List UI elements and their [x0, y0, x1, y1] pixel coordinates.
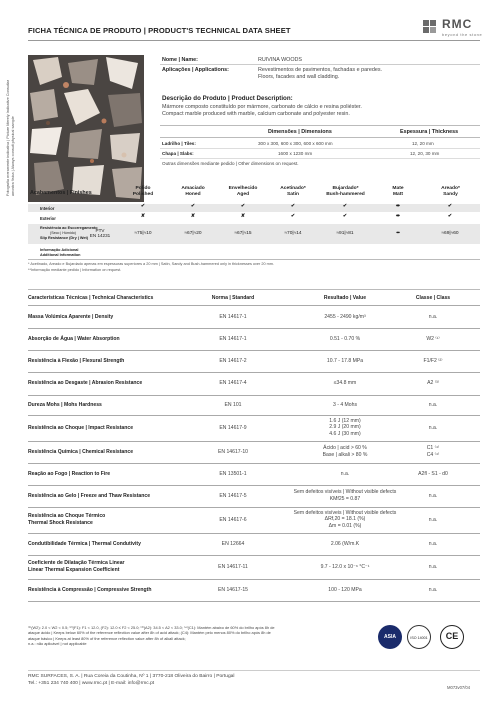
- characteristic-value: 0.51 - 0.70 %: [329, 335, 361, 342]
- applications-label: Aplicações | Applications:: [162, 67, 229, 73]
- col-standard: Norma | Standard: [211, 295, 255, 301]
- characteristic-standard: EN 14617-11: [218, 563, 248, 570]
- exterior-finish-3: ✔: [290, 213, 296, 219]
- characteristic-standard: EN 14617-2: [219, 357, 247, 364]
- characteristic-value: n.a.: [340, 470, 350, 477]
- characteristic-value: Sem defeitos visíveis | Without visible defects ΔRf,20 = 18.1 (%) Δm = 0.01 (%): [293, 509, 397, 530]
- characteristic-name: Absorção de Água | Water Absorption: [28, 335, 120, 342]
- characteristic-row: [28, 441, 480, 464]
- characteristic-row: [28, 415, 480, 442]
- characteristic-name: Resistência ao Gelo | Freeze and Thaw Resistance: [28, 492, 151, 499]
- characteristic-name: Resistência à Compressão | Compressive Strength: [28, 586, 152, 593]
- divider: [28, 289, 480, 290]
- characteristic-value: 3 - 4 Mohs: [332, 401, 358, 408]
- asia-cert-badge: ASIA: [378, 625, 402, 649]
- characteristic-row: [28, 555, 480, 580]
- slip-finish-2: ≈67|≈15: [234, 231, 252, 236]
- slip-finish-1: ≈67|≈20: [184, 231, 202, 236]
- characteristic-class: C1 ⁽⁴⁾ C4 ⁽⁴⁾: [426, 445, 440, 458]
- characteristic-standard: EN 101: [224, 401, 242, 408]
- interior-finish-5: ⬌: [395, 203, 401, 209]
- characteristic-row: [28, 507, 480, 534]
- divider: [160, 64, 480, 65]
- characteristic-name: Resistência à Flexão | Flexural Strength: [28, 357, 125, 364]
- characteristic-value: 1.6 J (12 mm) 2.9 J (20 mm) 4.6 J (30 mm): [329, 417, 361, 438]
- description-line-1: Mármore composto constituído por mármore, carbonato de cálcio e resina poliéster.: [162, 104, 362, 110]
- characteristics-header-row: [28, 295, 480, 306]
- description-line-2: Compact marble produced with marble, calcium carbonate and polyester resin.: [162, 111, 350, 117]
- dimensions-header: Dimensões | Dimensions: [268, 129, 332, 135]
- characteristic-class: n.a.: [428, 492, 438, 499]
- characteristic-name: Massa Volúmica Aparente | Density: [28, 313, 114, 320]
- characteristic-value: 2455 - 2490 kg/m³: [324, 313, 366, 320]
- finishes-footnote-1: * Acetinado, Areado e Bujardado apenas em espessuras superiores a 20 mm | Satin, Sandy and Bush-hammered only in thicknesses over 20 mm.: [28, 262, 275, 266]
- footer-address: RMC SURFACES, S. A. | Rua Coreia da Coutinha, Nº 1 | 3770-218 Oliveira do Bairro | Portugal: [28, 674, 235, 679]
- slip-label-1: Resistência ao Escorregamento: [40, 226, 98, 230]
- finish-matt-header: Mate Matt: [392, 186, 404, 198]
- slip-standard: PTV EN 14231: [89, 228, 111, 238]
- characteristic-name: Resistência ao Choque Térmico Thermal Shock Resistance: [28, 513, 106, 526]
- ce-mark-icon: CE: [440, 625, 464, 649]
- characteristic-standard: EN 14617-1: [219, 335, 247, 342]
- characteristic-class: n.a.: [428, 540, 438, 547]
- finishes-footnote-2: **Informação mediante pedido | Information on request.: [28, 268, 122, 272]
- characteristic-name: Resistência ao Desgaste | Abrasion Resistance: [28, 380, 143, 386]
- info-label-1: Informação Adicional: [40, 248, 79, 252]
- characteristic-class: A2 ⁽³⁾: [427, 380, 439, 386]
- characteristic-row: [28, 579, 480, 602]
- footer-contact: Tel.: +351 234 740 400 | www.rmc.pt | E-mail: info@rmc.pt: [28, 681, 155, 686]
- finish-aged-header: Envelhecido Aged: [228, 186, 258, 198]
- characteristic-row: [28, 485, 480, 508]
- characteristic-value: 100 - 120 MPa: [328, 586, 362, 593]
- interior-finish-2: ✔: [240, 203, 246, 209]
- characteristic-value: 10.7 - 17.8 MPa: [326, 357, 364, 364]
- interior-label: Interior: [40, 206, 55, 211]
- characteristic-value: Ácido | acid > 60 % Base | alkali > 80 %: [322, 445, 368, 458]
- characteristic-class: n.a.: [428, 563, 438, 570]
- brand-logo: [423, 19, 483, 45]
- exterior-finish-4: ✔: [342, 213, 348, 219]
- brand-tagline: beyond the stone: [442, 32, 483, 37]
- slabs-thickness: 12, 20, 30 mm: [410, 151, 440, 156]
- characteristic-row: [28, 350, 480, 373]
- exterior-finish-6: ✔: [447, 213, 453, 219]
- characteristic-standard: EN 14617-6: [219, 516, 247, 523]
- characteristic-standard: EN 12664: [221, 540, 245, 547]
- slip-finish-0: ≈75|≈10: [134, 231, 152, 236]
- characteristic-standard: EN 14617-9: [219, 424, 247, 431]
- iso-cert-badge: ISO 14001: [407, 625, 431, 649]
- product-name-value: RUIVINA WOODS: [258, 57, 303, 63]
- product-name-label: Nome | Name:: [162, 57, 198, 63]
- characteristic-value: ≤34.8 mm: [333, 380, 357, 386]
- exterior-finish-1: ✘: [190, 213, 196, 219]
- slabs-dimensions: 1600 x 1230 mm: [278, 151, 313, 156]
- applications-value-2: Floors, facades and wall cladding.: [258, 74, 340, 80]
- characteristic-row: [28, 306, 480, 329]
- slip-finish-4: ≈91|≈81: [336, 231, 354, 236]
- description-heading: Descrição do Produto | Product Description:: [162, 95, 293, 102]
- divider: [160, 125, 480, 126]
- characteristic-standard: EN 14617-10: [217, 448, 249, 455]
- finish-bush-hammered-header: Bujardado* Bush-hammered: [326, 186, 365, 198]
- characteristic-class: n.a.: [428, 424, 438, 431]
- tiles-dimensions: 300 x 300, 600 x 300, 600 x 600 mm: [258, 141, 333, 146]
- characteristic-name: Coeficiente de Dilatação Térmica Linear Linear Thermal Expansion Coefficient: [28, 560, 125, 573]
- characteristic-standard: EN 14617-15: [217, 586, 249, 593]
- brand-name: RMC: [442, 17, 473, 31]
- applications-value-1: Revestimentos de pavimentos, fachadas e paredes.: [258, 67, 383, 73]
- characteristic-name: Resistência ao Choque | Impact Resistance: [28, 424, 134, 431]
- finish-sandy-header: Areado* Sandy: [441, 186, 460, 198]
- characteristic-value: 9.7 - 12.0 x 10⁻⁶ °C⁻¹: [320, 563, 370, 570]
- slip-finish-6: ≈69|≈60: [441, 231, 459, 236]
- footer-divider: [28, 670, 480, 671]
- characteristic-value: Sem defeitos visíveis | Without visible defects KMf25 = 0.87: [293, 489, 397, 502]
- characteristic-class: W2 ⁽¹⁾: [426, 335, 440, 342]
- characteristic-class: n.a.: [428, 516, 438, 523]
- divider: [28, 259, 480, 260]
- characteristic-class: n.a.: [428, 401, 438, 408]
- finish-polished-header: Polido Polished: [132, 186, 154, 198]
- characteristic-standard: EN 14617-4: [219, 380, 247, 386]
- characteristic-row: [28, 463, 480, 486]
- characteristic-class: A2fl - S1 - d0: [418, 470, 448, 477]
- divider: [160, 148, 480, 149]
- interior-finish-0: ✔: [140, 203, 146, 209]
- thickness-header: Espessura | Thickness: [400, 129, 459, 135]
- divider: [160, 137, 480, 138]
- characteristic-name: Dureza Mohs | Mohs Hardness: [28, 401, 102, 408]
- characteristic-standard: EN 14617-1: [219, 313, 247, 320]
- characteristic-class: n.a.: [428, 586, 438, 593]
- characteristic-row: [28, 372, 480, 396]
- finish-satin-header: Acetinado* Satin: [280, 186, 306, 198]
- characteristic-row: [28, 533, 480, 556]
- interior-finish-3: ✔: [290, 203, 296, 209]
- characteristic-name: Condutibilidade Térmica | Thermal Condutivity: [28, 540, 141, 547]
- exterior-finish-0: ✘: [140, 213, 146, 219]
- exterior-finish-5: ⬌: [395, 213, 401, 219]
- characteristic-class: n.a.: [428, 313, 438, 320]
- slip-finish-3: ≈70|≈14: [284, 231, 302, 236]
- characteristic-class: F1/F2 ⁽²⁾: [423, 357, 443, 364]
- slip-label-2: (Seco | Húmido): [50, 231, 76, 235]
- col-class: Classe | Class: [415, 295, 451, 301]
- class-notes: ⁽¹⁾(W2): 2.0 < W2 < 0.5; ⁽²⁾(F1): F1 < 12.0, (F2): 12.0 ≤ F2 < 25.0; ⁽³⁾(A2): 34.5 < A2 < 33.0; ⁽⁴⁾(C1): Mantém abaixo de 60% do brilho após 8h de ataque ácido | Keeps below 60% of the reference reflection value after 8h of acid attack; (C4): Mantém pelo menos 80% do brilho após 8h de ataque básico | Keeps at least 80% of the reference reflection value after 8h of alkali attack; n.a.: não aplicável | not applicable: [28, 625, 275, 647]
- slabs-label: Chapa | Slabs:: [162, 151, 194, 156]
- finishes-title: Acabamentos | Finishes: [30, 190, 92, 196]
- photo-caption: Fotografia meramente indicativa | Picture Merely Indicative Consultar amostra física | Always consult physical sample: [6, 80, 15, 196]
- page-title: FICHA TÉCNICA DE PRODUTO | PRODUCT'S TECHNICAL DATA SHEET: [28, 26, 291, 35]
- col-value: Resultado | Value: [323, 295, 367, 301]
- characteristic-row: [28, 328, 480, 351]
- characteristic-row: [28, 395, 480, 416]
- exterior-finish-2: ✘: [240, 213, 246, 219]
- slip-label-3: Slip Resistance (Dry | Wet): [40, 236, 89, 240]
- exterior-label: Exterior: [40, 216, 56, 221]
- document-code: M073v07/04: [447, 685, 471, 690]
- characteristic-name: Resistência Química | Chemical Resistance: [28, 448, 134, 455]
- info-label-2: Additional Information: [40, 253, 81, 257]
- interior-finish-4: ✔: [342, 203, 348, 209]
- tiles-thickness: 12, 20 mm: [412, 141, 434, 146]
- characteristic-standard: EN 13501-1: [219, 470, 247, 477]
- characteristic-standard: EN 14617-5: [219, 492, 247, 499]
- col-characteristics: Características Técnicas | Technical Characteristics: [28, 295, 154, 301]
- characteristic-name: Reação ao Fogo | Reaction to Fire: [28, 470, 111, 477]
- characteristic-value: 2.06 (W/m.K: [330, 540, 360, 547]
- tiles-label: Ladrilho | Tiles:: [162, 141, 196, 146]
- interior-finish-1: ✔: [190, 203, 196, 209]
- interior-finish-6: ✔: [447, 203, 453, 209]
- divider: [160, 158, 480, 159]
- finish-honed-header: Amaciado Honed: [181, 186, 205, 198]
- product-photo: [28, 55, 144, 202]
- header-divider: [28, 40, 480, 41]
- dimensions-note: Outras dimensões mediante pedido | Other dimensions on request.: [162, 161, 299, 166]
- slip-finish-5: ⬌: [395, 231, 401, 236]
